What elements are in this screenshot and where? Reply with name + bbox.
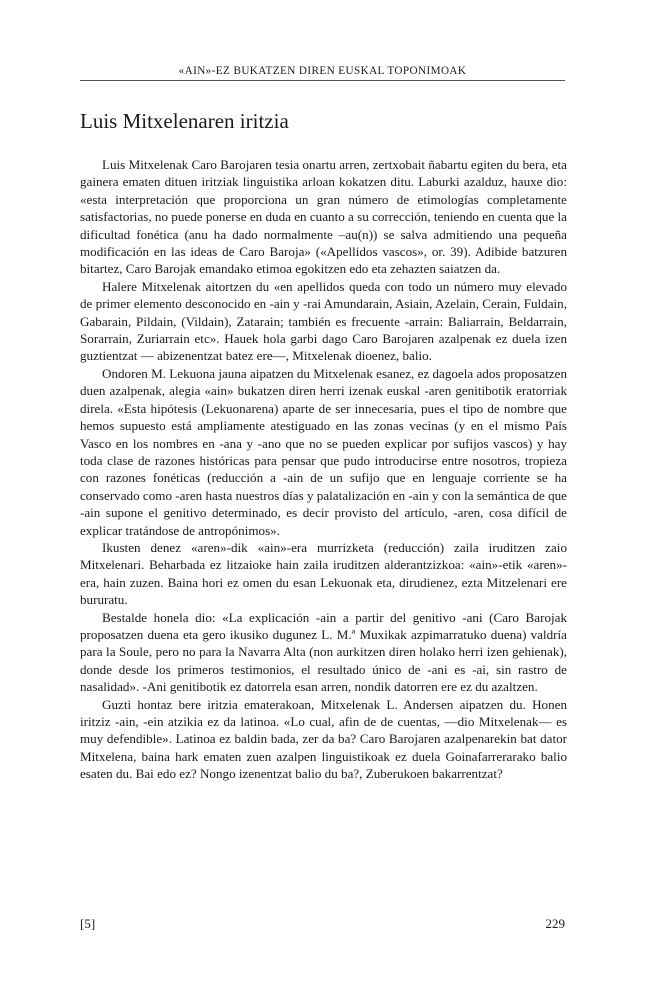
page-number: 229 — [545, 916, 565, 931]
paragraph: Ondoren M. Lekuona jauna aipatzen du Mitxelenak esanez, ez dagoela ados proposatzen duen azalpenak, alegia «ain» bukatzen diren herri izenak euskal -aren genitibotik eratorriak direla. «Esta hipótesis (Lekuonarena) aparte de ser innecesaria, pues el tipo de nombre que hemos supuesto está ampliamente atestiguado en las zonas vecinas (y en el mismo País Vasco en los nombres en -ana y -ano que no se pueden explicar por sufijos vascos) y hay toda clase de razones históricas para pensar que pudo introducirse entre nosotros, tropieza con razones fonéticas (reducción a -ain de un sufijo que en lenguaje corriente se ha conservado como -aren hasta nuestros días y palatalización en -ain y con la semántica de que -ain supone el genitivo determinado, es decir provisto del artículo, -aren, cosa difícil de explicar tratándose de antropónimos». — [80, 365, 568, 538]
paragraph: Halere Mitxelenak aitortzen du «en apellidos queda con todo un número muy elevado de primer elemento desconocido en -ain y -rai Amundarain, Asiain, Azelain, Cerain, Fuldain, Gabarain, Pildain, (Vildain), Zatarain; también es frecuente -arrain: Baliarrain, Beldarrain, Sorarrain, Zuriarrain etc». Hauek hola garbi dago Caro Barojaren azalpenak ez duela izen guztientzat — abizenentzat batez ere—, Mitxelenak dioenez, balio. — [80, 278, 567, 364]
body-text — [80, 156, 567, 783]
section-title: Luis Mitxelenaren iritzia — [80, 109, 289, 133]
section-number: [5] — [80, 916, 96, 931]
paragraph: Bestalde honela dio: «La explicación -ain a partir del genitivo -ani (Caro Barojak proposatzen duena eta gero ikusiko dugunez L. M.ª Muxikak azpimarratuko duena) valdría para la Soule, pero no para la Navarra Alta (non aurkitzen diren holako herri izen gehienak), donde desde los primeros testimonios, el resultado único de -ani es -ai, sin rastro de nasalidad». -Ani genitibotik ez datorrela esan arren, nondik datorren ere ez du azaltzen. — [80, 609, 567, 695]
header-rule — [80, 80, 565, 81]
paragraph: Guzti hontaz bere iritzia ematerakoan, Mitxelenak L. Andersen aipatzen du. Honen iritziz -ain, -ein atzikia ez da latinoa. «Lo cual, afin de de cuentas, —dio Mitxelenak— es muy defendible». Latinoa ez baldin bada, zer da ba? Caro Barojaren azalpenarekin bat dator Mitxelena, baina hark ematen zuen azalpen linguistikoak ez duela Goinafarrerarako balio esaten du. Bai edo ez? Nongo izenentzat balio du ba?, Zuberukoen bakarrentzat? — [80, 696, 567, 782]
running-head: «AIN»-EZ BUKATZEN DIREN EUSKAL TOPONIMOAK — [178, 65, 467, 77]
paragraph: Ikusten denez «aren»-dik «ain»-era murrizketa (reducción) zaila iruditzen zaio Mitxelenari. Beharbada ez litzaioke hain zaila iruditzen alderantzizkoa: «ain»-etik «aren»-era, hain zuzen. Baina hori ez omen du esan Lekuonak eta, dirudienez, ezta Mitzelenari ere bururatu. — [80, 539, 567, 608]
paragraph: Luis Mitxelenak Caro Barojaren tesia onartu arren, zertxobait ñabartu egiten du bera, eta gainera ematen dituen iritziak linguistika arloan kokatzen ditu. Laburki azalduz, hauxe dio: «esta interpretación que proporciona un gran número de etimologías completamente satisfactorias, no puede ponerse en duda en cuanto a su corrección, teniendo en cuenta que la dificultad fonética (anu ha dado normalmente –au(n)) se salva admitiendo una pequeña modificación en las ideas de Caro Baroja» («Apellidos vascos», or. 39). Adibide batzuren bitartez, Caro Barojak emandako etimoa egokitzen edo eta zehazten saiatzen da. — [80, 157, 567, 277]
